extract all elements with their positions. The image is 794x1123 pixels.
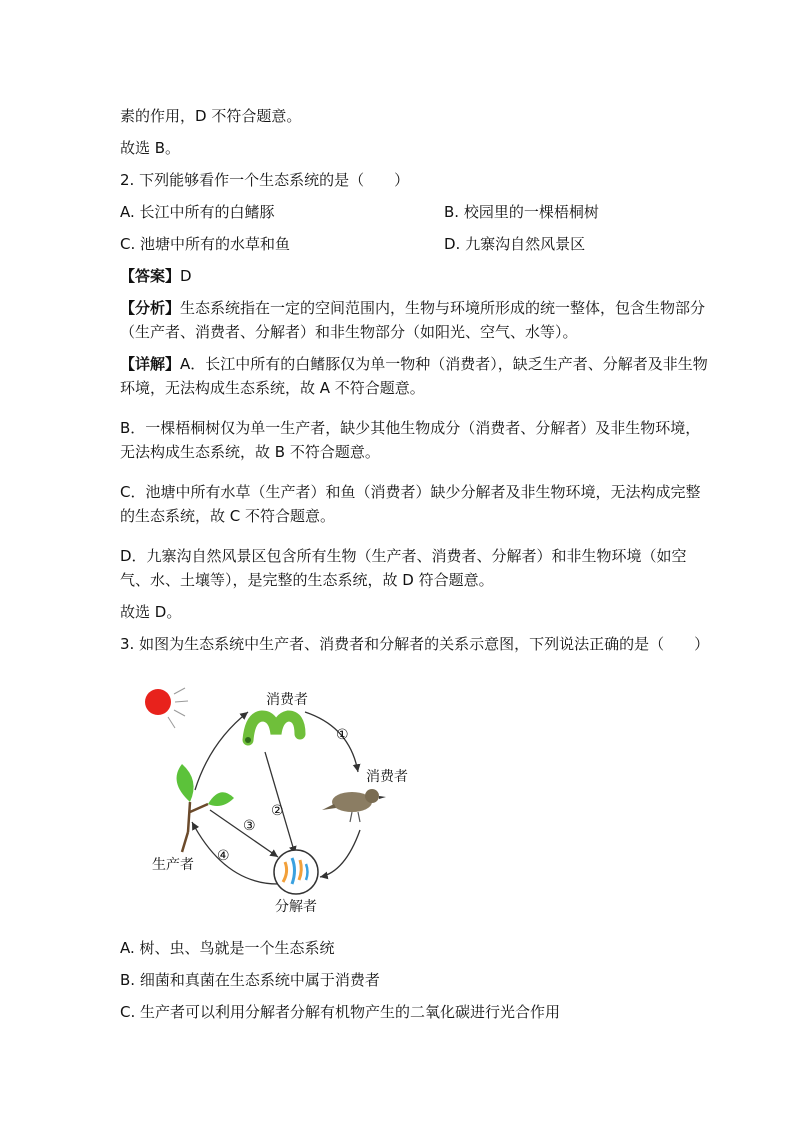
sun-icon: [145, 688, 188, 728]
q2-detail-c-line-2: 的生态系统，故 C 不符合题意。: [120, 507, 336, 525]
q3-option-a: A. 树、虫、鸟就是一个生态系统: [120, 939, 335, 957]
label-consumer-right: 消费者: [366, 769, 408, 785]
q3-option-c: C. 生产者可以利用分解者分解有机物产生的二氧化碳进行光合作用: [120, 1003, 561, 1021]
label-decomposer: 分解者: [275, 899, 317, 915]
q2-analysis-line-2: （生产者、消费者、分解者）和非生物部分（如阳光、空气、水等）。: [120, 323, 578, 341]
bird-icon: [322, 789, 386, 822]
prev-answer-line: 素的作用，D 不符合题意。: [120, 107, 302, 125]
arrow-4-decomposer-to-producer: [192, 822, 278, 884]
detail-tag: 【详解】: [120, 355, 181, 373]
question-2-stem: 2. 下列能够看作一个生态系统的是（ ）: [120, 171, 410, 189]
q2-option-d: D. 九寨沟自然风景区: [444, 235, 586, 253]
question-3-stem: 3. 如图为生态系统中生产者、消费者和分解者的关系示意图，下列说法正确的是（ ）: [120, 635, 710, 653]
num-3: ③: [243, 818, 256, 834]
ecosystem-diagram: [130, 672, 430, 922]
q2-option-b: B. 校园里的一棵梧桐树: [444, 203, 599, 221]
answer-value: D: [180, 267, 192, 285]
q2-detail-c-line-1: C．池塘中所有水草（生产者）和鱼（消费者）缺少分解者及非生物环境，无法构成完整: [120, 483, 701, 501]
num-1: ①: [336, 727, 349, 743]
microbe-icon: [274, 850, 318, 894]
q2-detail-b-line-1: B．一棵梧桐树仅为单一生产者，缺少其他生物成分（消费者、分解者）及非生物环境，: [120, 419, 701, 437]
q2-option-a: A. 长江中所有的白鳍豚: [120, 203, 275, 221]
q2-answer: [120, 266, 192, 286]
q2-detail-b-line-2: 无法构成生态系统，故 B 不符合题意。: [120, 443, 380, 461]
prev-conclusion: 故选 B。: [120, 139, 181, 157]
label-consumer-top: 消费者: [266, 692, 308, 708]
caterpillar-icon: [245, 716, 300, 743]
analysis-text-1: 生态系统指在一定的空间范围内，生物与环境所形成的统一整体，包含生物部分: [180, 299, 706, 317]
q3-option-b: B. 细菌和真菌在生态系统中属于消费者: [120, 971, 380, 989]
num-2: ②: [271, 803, 284, 819]
plant-icon: [177, 764, 234, 852]
arrow-producer-to-consumer: [195, 712, 248, 790]
q2-detail-d-line-1: D．九寨沟自然风景区包含所有生物（生产者、消费者、分解者）和非生物环境（如空: [120, 547, 687, 565]
analysis-tag: 【分析】: [120, 299, 181, 317]
q2-conclusion: 故选 D。: [120, 603, 182, 621]
arrow-consumer-to-decomposer: [320, 830, 360, 877]
q2-detail-d-line-2: 气、水、土壤等），是完整的生态系统，故 D 符合题意。: [120, 571, 494, 589]
label-producer: 生产者: [152, 857, 194, 873]
q2-analysis-line-1: [120, 298, 705, 318]
num-4: ④: [217, 848, 230, 864]
detail-a-text-1: A．长江中所有的白鳍豚仅为单一物种（消费者），缺乏生产者、分解者及非生物: [180, 355, 708, 373]
answer-tag: 【答案】: [120, 267, 181, 285]
arrow-1-consumer-to-consumer: [305, 712, 358, 772]
q2-option-c: C. 池塘中所有的水草和鱼: [120, 235, 291, 253]
q2-detail-a-line-2: 环境，无法构成生态系统，故 A 不符合题意。: [120, 379, 425, 397]
q2-detail-a-line-1: [120, 354, 708, 374]
